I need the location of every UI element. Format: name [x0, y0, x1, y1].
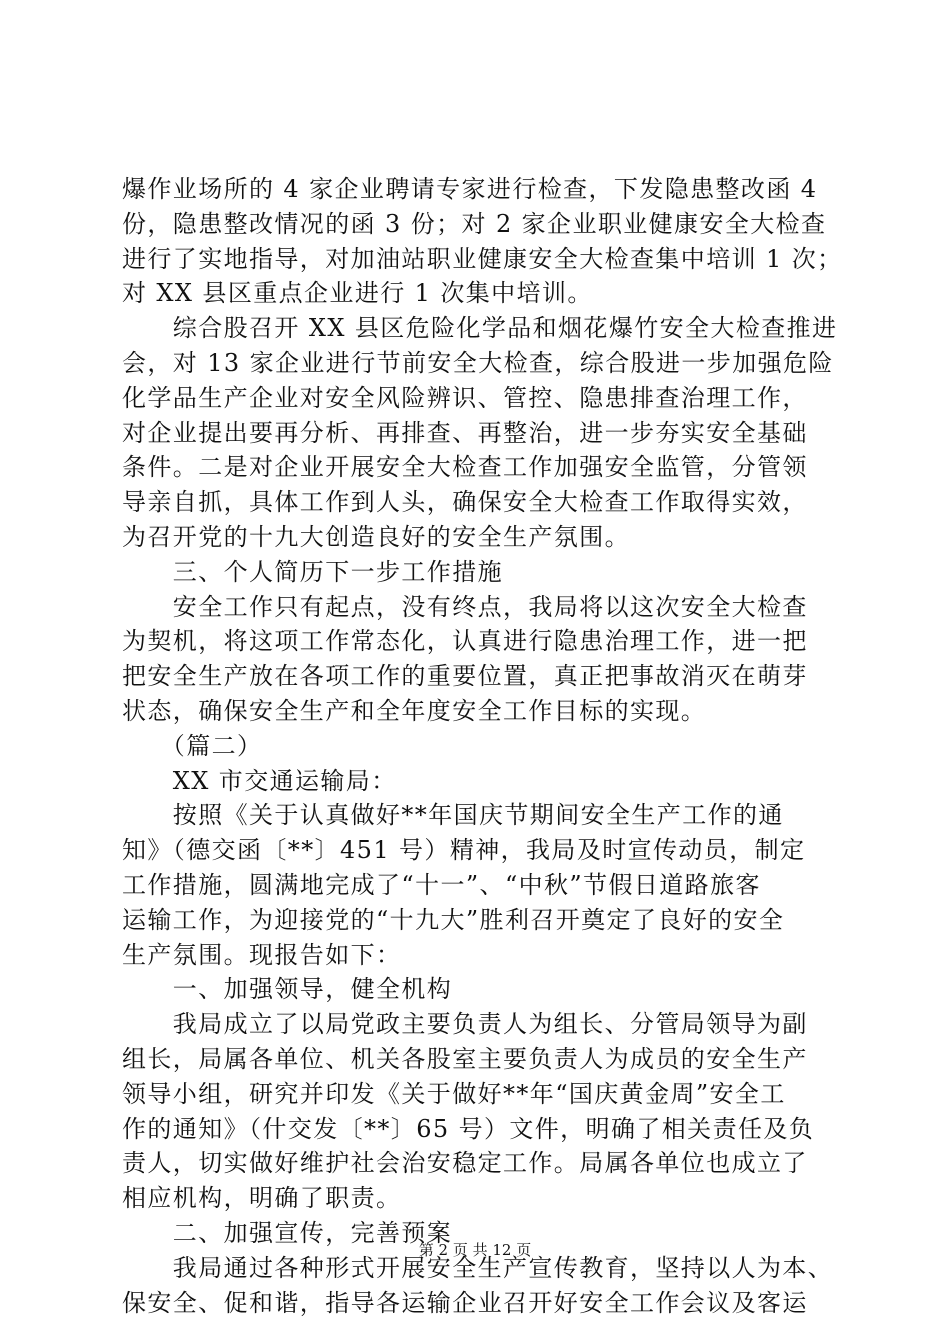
text-line: 责人，切实做好维护社会治安稳定工作。局属各单位也成立了	[122, 1149, 808, 1178]
text-line: 对 XX 县区重点企业进行 1 次集中培训。	[122, 279, 593, 308]
text-line: 化学品生产企业对安全风险辨识、管控、隐患排查治理工作，	[122, 383, 808, 412]
part-heading: （篇二）	[122, 731, 263, 760]
text-line: 把安全生产放在各项工作的重要位置，真正把事故消灭在萌芽	[122, 662, 808, 691]
text-line: 保安全、促和谐，指导各运输企业召开好安全工作会议及客运	[122, 1288, 808, 1317]
text-line: 领导小组，研究并印发《关于做好**年“国庆黄金周”安全工	[122, 1079, 786, 1108]
section-heading: 二、加强宣传，完善预案	[122, 1218, 453, 1247]
text-line: 会，对 13 家企业进行节前安全大检查，综合股进一步加强危险	[122, 348, 834, 377]
section-heading: 三、个人简历下一步工作措施	[122, 557, 503, 586]
text-line: 综合股召开 XX 县区危险化学品和烟花爆竹安全大检查推进	[122, 314, 838, 343]
text-line: 爆作业场所的 4 家企业聘请专家进行检查，下发隐患整改函 4	[122, 175, 818, 203]
text-line: 为召开党的十九大创造良好的安全生产氛围。	[122, 522, 630, 551]
text-line: 为契机，将这项工作常态化，认真进行隐患治理工作，进一把	[122, 627, 808, 656]
text-line: 按照《关于认真做好**年国庆节期间安全生产工作的通	[122, 801, 784, 830]
text-line: 生产氛围。现报告如下：	[122, 940, 402, 969]
text-line: 知》（德交函〔**〕451 号）精神，我局及时宣传动员，制定	[122, 836, 806, 865]
page-number-footer: 第 2 页 共 12 页	[418, 1241, 532, 1259]
text-line: 对企业提出要再分析、再排查、再整治，进一步夯实安全基础	[122, 418, 808, 447]
text-line: 组长，局属各单位、机关各股室主要负责人为成员的安全生产	[122, 1044, 808, 1073]
text-line: 作的通知》（什交发〔**〕65 号）文件，明确了相关责任及负	[122, 1114, 815, 1143]
text-line: 状态，确保安全生产和全年度安全工作目标的实现。	[122, 696, 707, 725]
text-line: 导亲自抓，具体工作到人头，确保安全大检查工作取得实效，	[122, 488, 808, 517]
text-line: 相应机构，明确了职责。	[122, 1184, 402, 1213]
text-line: 条件。二是对企业开展安全大检查工作加强安全监管，分管领	[122, 453, 808, 482]
text-line: 运输工作，为迎接党的“十九大”胜利召开奠定了良好的安全	[122, 905, 785, 934]
addressee-line: XX 市交通运输局：	[122, 766, 397, 795]
text-line: 份，隐患整改情况的函 3 份；对 2 家企业职业健康安全大检查	[122, 209, 827, 238]
document-body	[122, 172, 842, 1320]
text-line: 我局通过各种形式开展安全生产宣传教育，坚持以人为本、	[122, 1253, 834, 1282]
text-line: 安全工作只有起点，没有终点，我局将以这次安全大检查	[122, 592, 808, 621]
text-line: 我局成立了以局党政主要负责人为组长、分管局领导为副	[122, 1010, 808, 1039]
section-heading: 一、加强领导，健全机构	[122, 975, 453, 1004]
text-line: 进行了实地指导，对加油站职业健康安全大检查集中培训 1 次；	[122, 244, 843, 273]
text-line: 工作措施，圆满地完成了“十一”、“中秋”节假日道路旅客	[122, 870, 761, 899]
